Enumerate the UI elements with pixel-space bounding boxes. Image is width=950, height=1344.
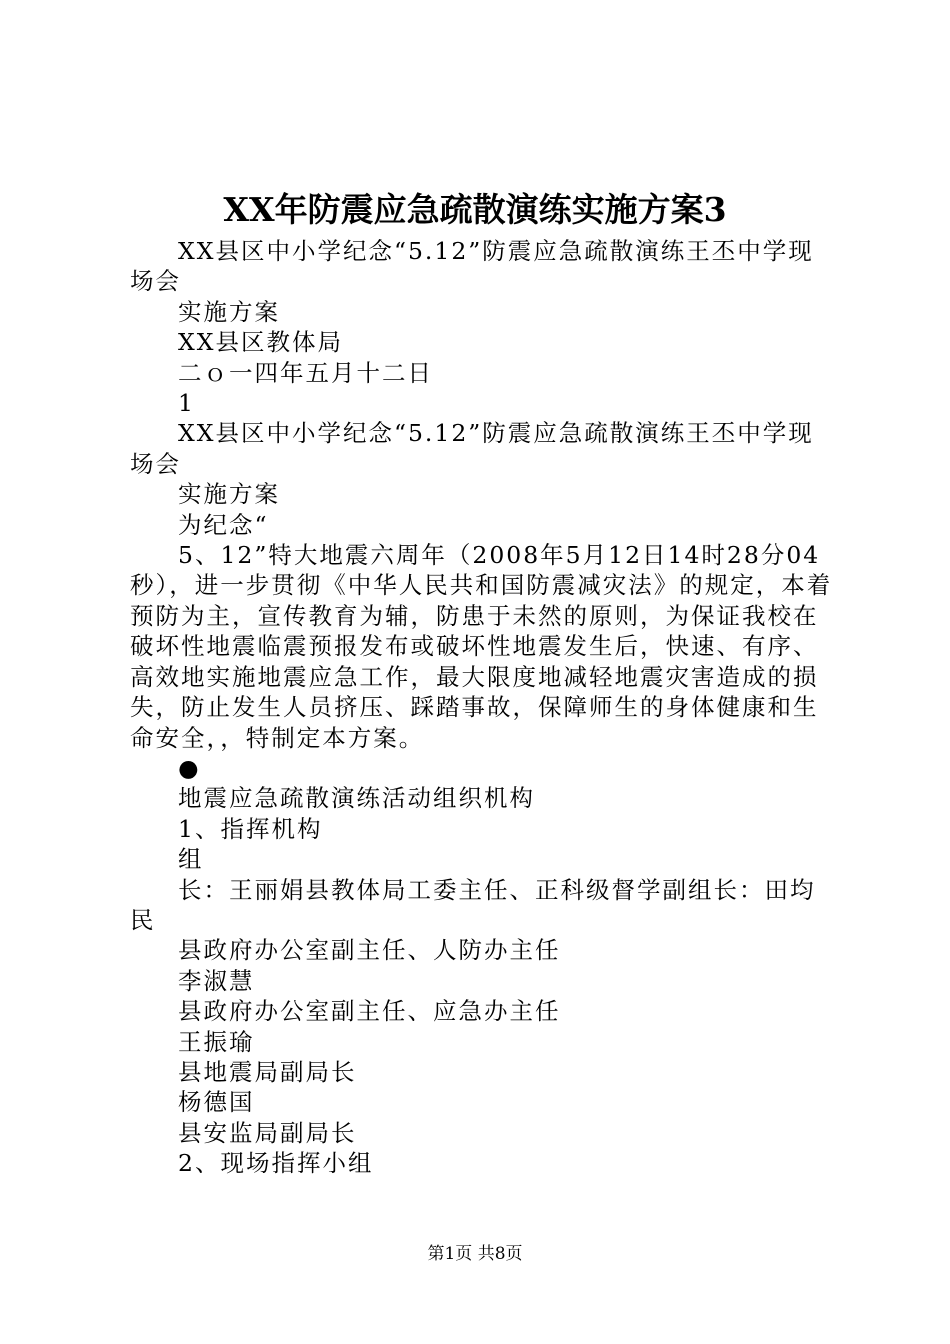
paragraph-15: 县政府办公室副主任、人防办主任 [178,936,561,965]
page-number-footer: 第1页 共8页 [427,1244,523,1264]
paragraph-13: 组 [178,845,204,874]
bullet-dot: ● [178,753,201,782]
paragraph-11: 地震应急疏散演练活动组织机构 [178,784,535,813]
paragraph-3: XX县区教体局 [178,328,343,357]
paragraph-5: 1 [178,389,195,418]
paragraph-6: XX县区中小学纪念“5.12”防震应急疏散演练王丕中学现场会 [130,419,814,478]
paragraph-9: 5、12”特大地震六周年（2008年5月12日14时28分04秒），进一步贯彻《中华人民共和国防震减灾法》的规定，本着预防为主，宣传教育为辅，防患于未然的原则，为保证我校在破坏性地震临震预报发布或破坏性地震发生后，快速、有序、高效地实施地震应急工作，最大限度地减轻地震灾害造成的损失，防止发生人员挤压、踩踏事故，保障师生的身体健康和生命安全，，特制定本方案。 [130,541,833,752]
paragraph-21: 县安监局副局长 [178,1118,357,1147]
paragraph-7: 实施方案 [178,480,280,509]
paragraph-20: 杨德国 [178,1088,255,1117]
paragraph-22: 2、现场指挥小组 [178,1149,374,1178]
document-body [130,236,836,1179]
paragraph-8: 为纪念“ [178,510,269,539]
paragraph-1: XX县区中小学纪念“5.12”防震应急疏散演练王丕中学现场会 [130,237,814,296]
paragraph-2: 实施方案 [178,297,280,326]
paragraph-16: 李淑慧 [178,966,255,995]
paragraph-14: 长：王丽娟县教体局工委主任、正科级督学副组长：田均民 [130,875,816,934]
paragraph-4: 二ｏ一四年五月十二日 [178,358,433,387]
paragraph-12: 1、指挥机构 [178,814,323,843]
paragraph-18: 王振瑜 [178,1027,255,1056]
paragraph-17: 县政府办公室副主任、应急办主任 [178,997,561,1026]
paragraph-19: 县地震局副局长 [178,1057,357,1086]
document-title: XX年防震应急疏散演练实施方案3 [223,190,727,229]
